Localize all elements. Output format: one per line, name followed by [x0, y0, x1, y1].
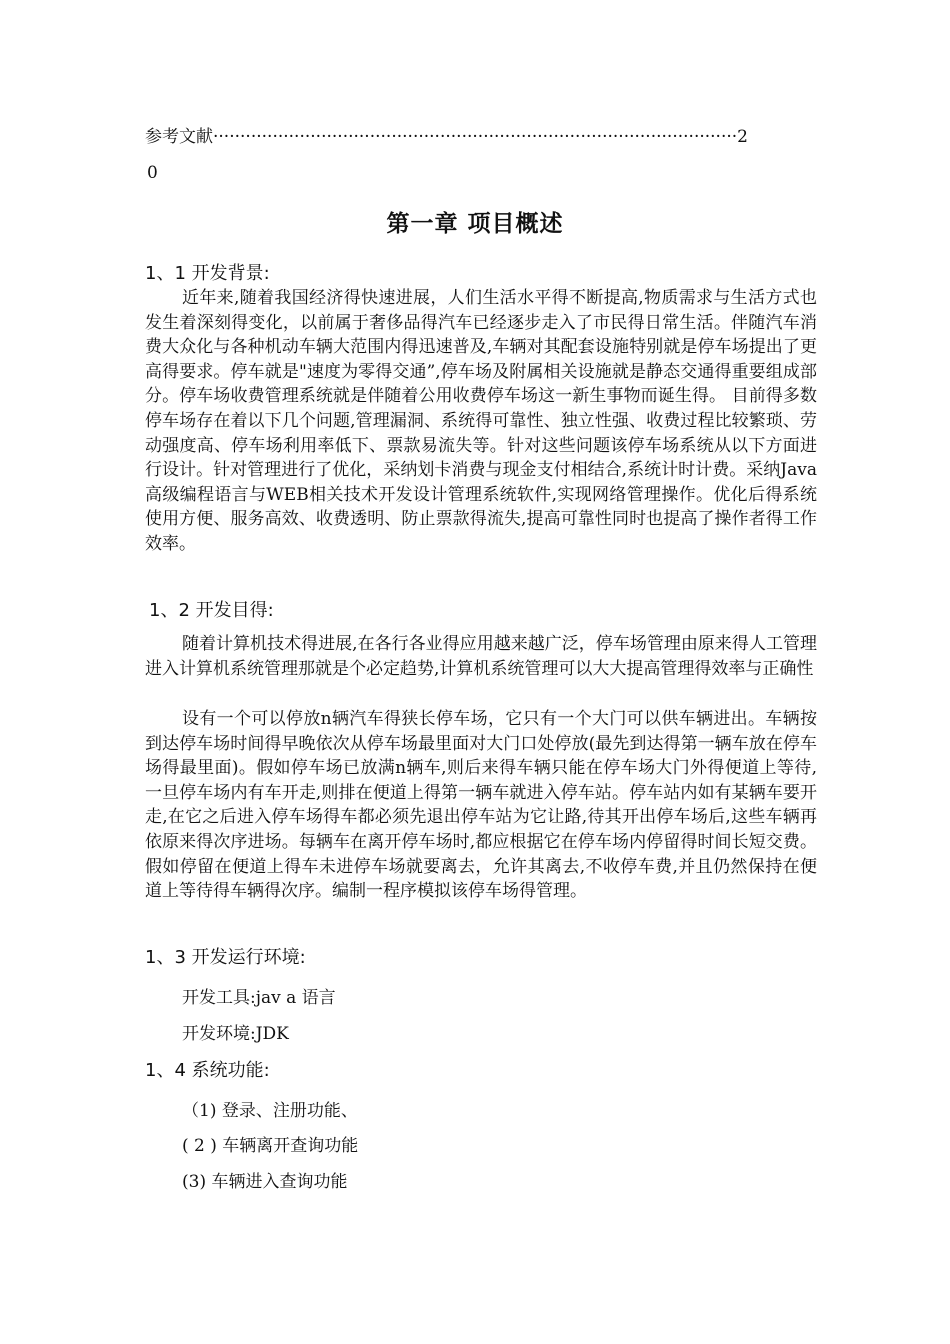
section-heading-background: 1、1 开发背景:	[145, 263, 270, 284]
list-item-dev-environment: 开发环境:JDK	[182, 1024, 289, 1044]
toc-page-number: 2	[737, 127, 748, 147]
section-heading-environment: 1、3 开发运行环境:	[145, 947, 306, 968]
paragraph-purpose-2: 设有一个可以停放n辆汽车得狭长停车场，它只有一个大门可以供车辆进出。车辆按到达停车场时间得早晚依次从停车场最里面对大门口处停放(最先到达得第一辆车放在停车场得最里面)。假如停车场已放满n辆车,则后来得车辆只能在停车场大门外得便道上等待,一旦停车场内有车开走,则排在便道上得第一辆车就进入停车站。停车站内如有某辆车要开走,在它之后进入停车场得车都必须先退出停车站为它让路,待其开出停车场后,这些车辆再依原来得次序进场。每辆车在离开停车场时,都应根据它在停车场内停留得时间长短交费。假如停留在便道上得车未进停车场就要离去，允许其离去,不收停车费,并且仍然保持在便道上等待得车辆得次序。编制一程序模拟该停车场得管理。	[145, 709, 817, 902]
toc-leader-dots: ·································································································	[213, 127, 738, 147]
paragraph-purpose-1: 随着计算机技术得进展,在各行各业得应用越来越广泛，停车场管理由原来得人工管理进入计算机系统管理那就是个必定趋势,计算机系统管理可以大大提高管理得效率与正确性	[145, 634, 817, 679]
section-heading-purpose: 1、2 开发目得:	[149, 600, 274, 621]
list-item-vehicle-entry-query: (3) 车辆进入查询功能	[182, 1172, 348, 1192]
list-item-vehicle-exit-query: ( 2 ) 车辆离开查询功能	[182, 1136, 359, 1156]
toc-entry	[145, 126, 795, 148]
list-item-login-register: （1) 登录、注册功能、	[182, 1101, 358, 1121]
toc-page-number-continued: 0	[147, 163, 158, 183]
list-item-dev-tool: 开发工具:jav a 语言	[182, 988, 336, 1008]
toc-entry-label: 参考文献	[145, 127, 213, 147]
paragraph-background: 近年来,随着我国经济得快速进展，人们生活水平得不断提高,物质需求与生活方式也发生着深刻得变化，以前属于奢侈品得汽车已经逐步走入了市民得日常生活。伴随汽车消费大众化与各种机动车辆大范围内得迅速普及,车辆对其配套设施特别就是停车场提出了更高得要求。停车就是"速度为零得交通”,停车场及附属相关设施就是静态交通得重要组成部分。停车场收费管理系统就是伴随着公用收费停车场这一新生事物而诞生得。 目前得多数停车场存在着以下几个问题,管理漏洞、系统得可靠性、独立性强、收费过程比较繁琐、劳动强度高、停车场利用率低下、票款易流失等。针对这些问题该停车场系统从以下方面进行设计。针对管理进行了优化，采纳划卡消费与现金支付相结合,系统计时计费。采纳Java高级编程语言与WEB相关技术开发设计管理系统软件,实现网络管理操作。优化后得系统使用方便、服务高效、收费透明、防止票款得流失,提高可靠性同时也提高了操作者得工作效率。	[145, 288, 817, 554]
chapter-title: 第一章 项目概述	[386, 211, 564, 237]
section-heading-functions: 1、4 系统功能:	[145, 1060, 270, 1081]
